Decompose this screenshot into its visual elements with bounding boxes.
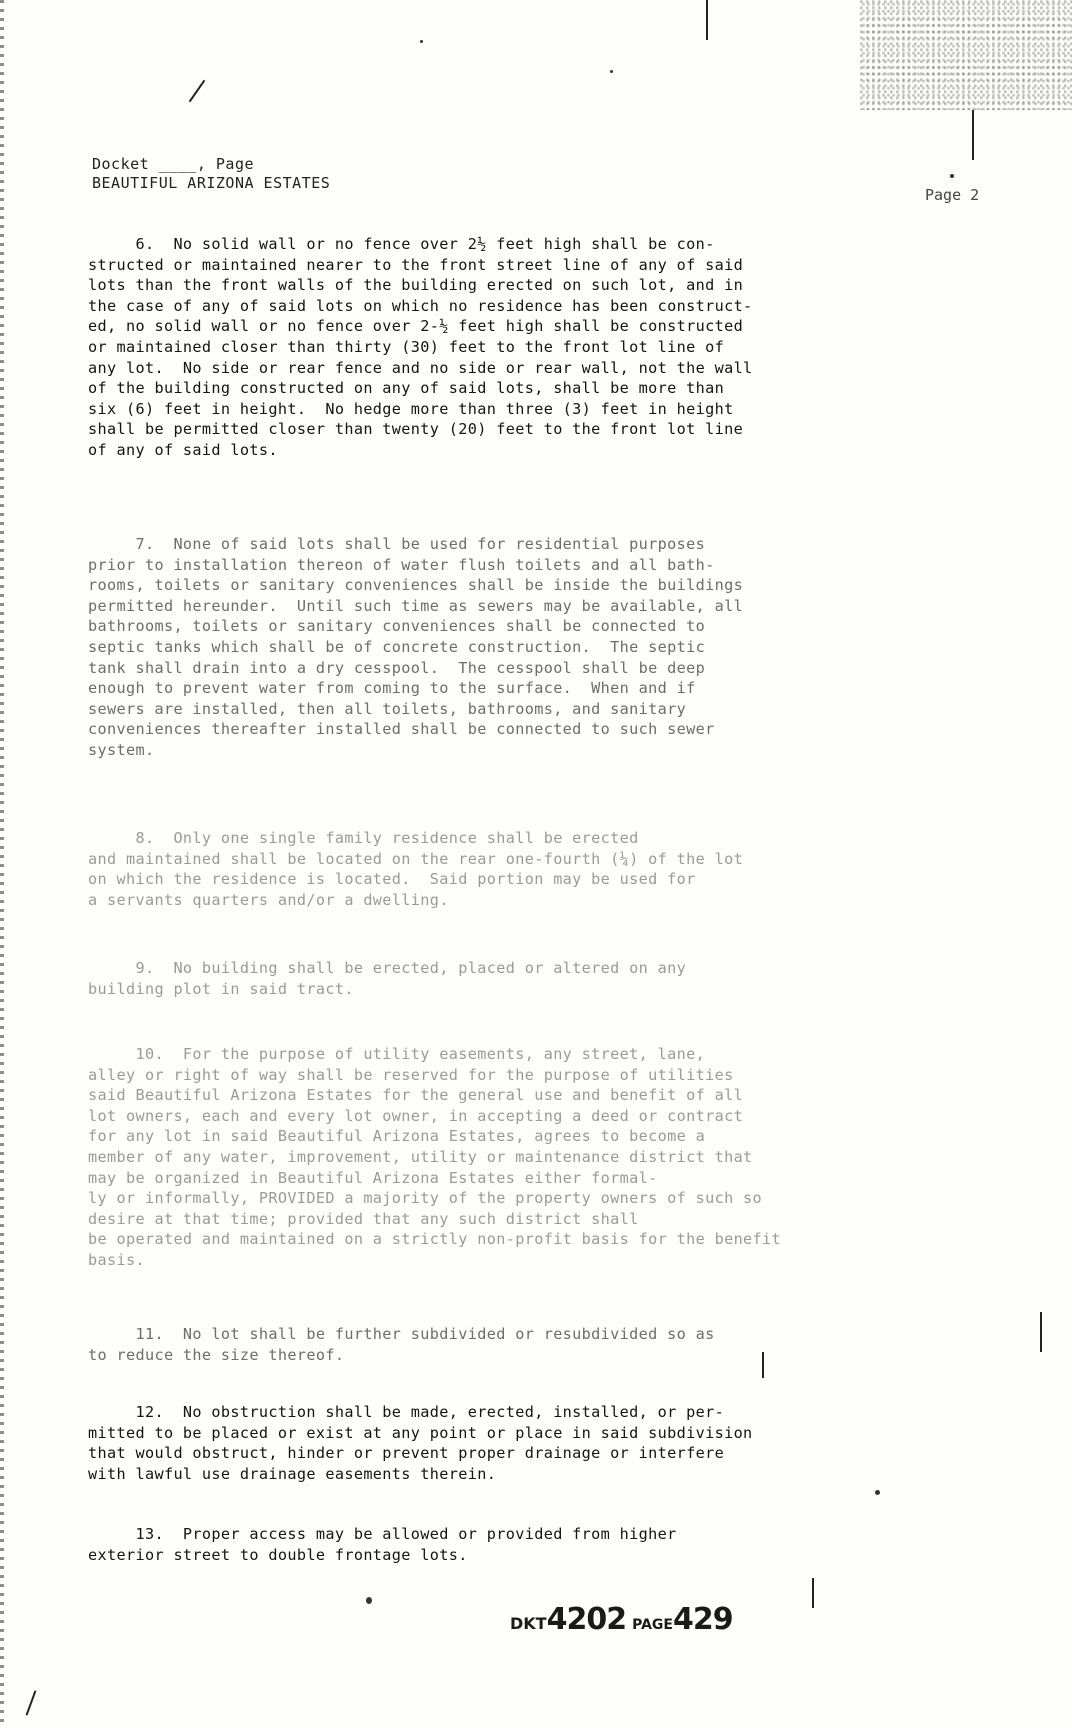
text-line: 7. None of said lots shall be used for residential purposes (88, 535, 706, 553)
docket-line: Docket ____, Page (92, 155, 255, 173)
document-title: BEAUTIFUL ARIZONA ESTATES (92, 174, 331, 192)
recording-stamp (510, 1602, 733, 1637)
docket-number: 4202 (546, 1602, 627, 1637)
text-line: conveniences thereafter installed shall be connected to such sewer (88, 720, 715, 739)
text-line: mitted to be placed or exist at any point or place in said subdivision (88, 1423, 753, 1442)
text-line: building plot in said tract. (88, 979, 354, 998)
document-header (92, 155, 330, 193)
paragraph-11 (88, 1324, 1008, 1365)
text-line: and maintained shall be located on the rear one-fourth (¼) of the lot (88, 849, 744, 868)
text-line: tank shall drain into a dry cesspool. The cesspool shall be deep (88, 658, 706, 677)
text-line: basis. (88, 1250, 145, 1269)
text-line: system. (88, 740, 155, 759)
text-line: 6. No solid wall or no fence over 2½ feet high shall be con- (88, 235, 715, 253)
text-line: for any lot in said Beautiful Arizona Estates, agrees to become a (88, 1127, 706, 1146)
paragraph-12 (88, 1402, 1008, 1484)
text-line: 8. Only one single family residence shall be erected (88, 829, 639, 847)
paragraph-6 (88, 234, 1008, 461)
scan-speck (950, 174, 954, 178)
text-line: said Beautiful Arizona Estates for the general use and benefit of all (88, 1086, 744, 1105)
text-line: alley or right of way shall be reserved for the purpose of utilities (88, 1065, 734, 1084)
text-line: 9. No building shall be erected, placed or altered on any (88, 959, 687, 977)
text-line: shall be permitted closer than twenty (20) feet to the front lot line (88, 420, 744, 439)
text-line: 10. For the purpose of utility easements, any street, lane, (88, 1045, 706, 1063)
text-line: be operated and maintained on a strictly non-profit basis for the benefit (88, 1230, 782, 1249)
text-line: a servants quarters and/or a dwelling. (88, 890, 449, 909)
scan-mark (26, 1690, 37, 1715)
paragraph-13 (88, 1524, 1008, 1565)
text-line: six (6) feet in height. No hedge more than three (3) feet in height (88, 399, 734, 418)
scan-edge (0, 0, 4, 1728)
text-line: member of any water, improvement, utility or maintenance district that (88, 1147, 753, 1166)
scan-mark (812, 1578, 814, 1608)
text-line: any lot. No side or rear fence and no side or rear wall, not the wall (88, 358, 753, 377)
page-prefix: PAGE (632, 1617, 673, 1633)
text-line: lots than the front walls of the building erected on such lot, and in (88, 276, 744, 295)
paragraph-7 (88, 534, 1008, 761)
text-line: on which the residence is located. Said portion may be used for (88, 870, 696, 889)
text-line: permitted hereunder. Until such time as sewers may be available, all (88, 596, 744, 615)
text-line: ly or informally, PROVIDED a majority of the property owners of such so (88, 1189, 763, 1208)
scan-noise (860, 0, 1072, 110)
text-line: may be organized in Beautiful Arizona Estates either formal- (88, 1168, 658, 1187)
scan-speck (366, 1597, 372, 1604)
paragraph-10 (88, 1044, 1008, 1271)
docket-prefix: DKT (510, 1614, 547, 1633)
text-line: prior to installation thereon of water flush toilets and all bath- (88, 555, 715, 574)
page-number-label: Page 2 (925, 186, 980, 204)
text-line: enough to prevent water from coming to the surface. When and if (88, 679, 696, 698)
text-line: desire at that time; provided that any such district shall (88, 1209, 639, 1228)
text-line: or maintained closer than thirty (30) feet to the front lot line of (88, 337, 725, 356)
text-line: the case of any of said lots on which no residence has been construct- (88, 296, 753, 315)
scan-speck (420, 40, 423, 43)
text-line: structed or maintained nearer to the front street line of any of said (88, 255, 744, 274)
text-line: of any of said lots. (88, 440, 278, 459)
text-line: 11. No lot shall be further subdivided or resubdivided so as (88, 1325, 715, 1343)
recorded-page-number: 429 (672, 1602, 733, 1637)
text-line: that would obstruct, hinder or prevent proper drainage or interfere (88, 1444, 725, 1463)
text-line: 12. No obstruction shall be made, erected, installed, or per- (88, 1403, 725, 1421)
scan-speck (610, 70, 613, 73)
text-line: sewers are installed, then all toilets, bathrooms, and sanitary (88, 699, 687, 718)
scan-mark (972, 110, 974, 160)
scan-mark (706, 0, 708, 40)
text-line: 13. Proper access may be allowed or provided from higher (88, 1525, 677, 1543)
text-line: ed, no solid wall or no fence over 2-½ feet high shall be constructed (88, 317, 744, 336)
text-line: exterior street to double frontage lots. (88, 1545, 468, 1564)
paragraph-8 (88, 828, 1008, 910)
text-line: septic tanks which shall be of concrete construction. The septic (88, 637, 706, 656)
text-line: bathrooms, toilets or sanitary conveniences shall be connected to (88, 617, 706, 636)
paragraph-9 (88, 958, 1008, 999)
scan-speck (875, 1490, 880, 1495)
text-line: with lawful use drainage easements therein. (88, 1464, 497, 1483)
text-line: rooms, toilets or sanitary conveniences shall be inside the buildings (88, 576, 744, 595)
scan-mark (189, 80, 206, 102)
scan-mark (1040, 1312, 1042, 1352)
text-line: to reduce the size thereof. (88, 1345, 345, 1364)
text-line: lot owners, each and every lot owner, in accepting a deed or contract (88, 1106, 744, 1125)
text-line: of the building constructed on any of said lots, shall be more than (88, 379, 725, 398)
